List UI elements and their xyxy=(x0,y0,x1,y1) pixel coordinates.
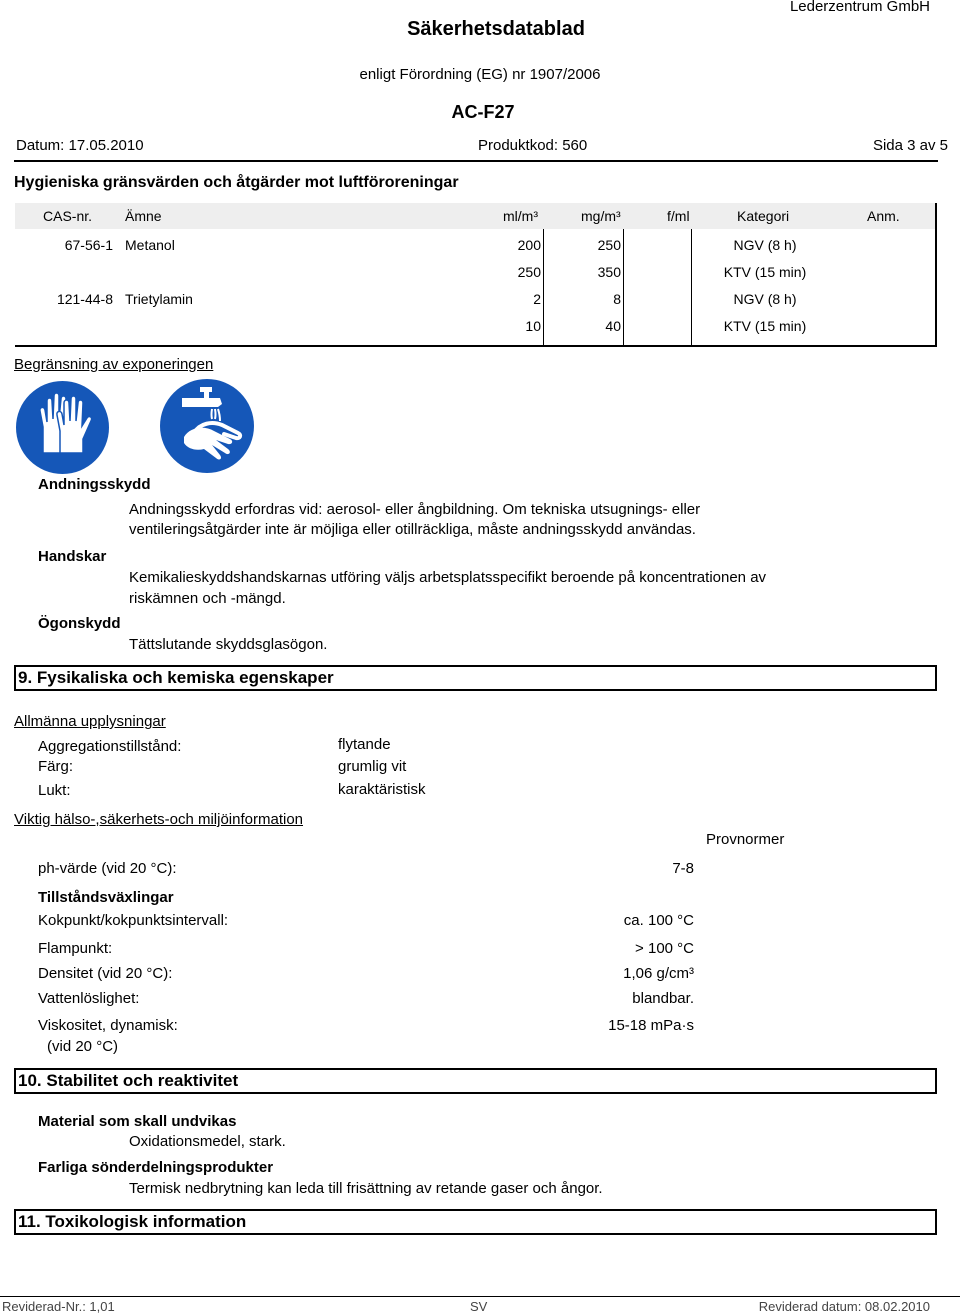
col-header-fml: f/ml xyxy=(667,208,690,224)
eye-protection-label: Ögonskydd xyxy=(38,615,121,632)
language-code: SV xyxy=(470,1299,488,1314)
decomposition-text: Termisk nedbrytning kan leda till frisättning av retande gaser och ångor. xyxy=(129,1180,603,1197)
gloves-text-line2: riskämnen och -mängd. xyxy=(129,590,286,607)
document-date: Datum: 17.05.2010 xyxy=(16,137,144,154)
cell-ml: 10 xyxy=(525,318,541,334)
avoid-materials-heading: Material som skall undvikas xyxy=(38,1113,237,1130)
state-label: Aggregationstillstånd: xyxy=(38,738,182,755)
cell-mg: 8 xyxy=(613,291,621,307)
respiratory-text-line2: ventileringsåtgärder inte är möjliga eller otillräckliga, måste andningsskydd användas. xyxy=(129,521,696,538)
density-label: Densitet (vid 20 °C): xyxy=(38,965,173,982)
col-header-cas: CAS-nr. xyxy=(43,208,93,224)
hand-washing-icon xyxy=(160,379,254,473)
decomposition-heading: Farliga sönderdelningsprodukter xyxy=(38,1159,274,1176)
solubility-value: blandbar. xyxy=(632,990,694,1007)
document-title: Säkerhetsdatablad xyxy=(407,18,585,40)
respiratory-text-line1: Andningsskydd erfordras vid: aerosol- eller ångbildning. Om tekniska utsugnings- eller xyxy=(129,501,701,518)
col-header-ml: ml/m³ xyxy=(503,208,538,224)
general-info-heading: Allmänna upplysningar xyxy=(14,713,166,730)
section-11-heading: 11. Toxikologisk information xyxy=(14,1209,937,1235)
revision-number: Reviderad-Nr.: 1,01 xyxy=(2,1299,115,1314)
cell-category: KTV (15 min) xyxy=(723,318,807,334)
solubility-label: Vattenlöslighet: xyxy=(38,990,140,1007)
test-norms-header: Provnormer xyxy=(706,831,785,848)
odor-label: Lukt: xyxy=(38,782,71,799)
color-value: grumlig vit xyxy=(338,758,407,775)
cell-ml: 200 xyxy=(517,237,541,253)
company-name: Lederzentrum GmbH xyxy=(789,0,930,15)
cell-cas: 121-44-8 xyxy=(56,291,113,307)
page-number: Sida 3 av 5 xyxy=(872,137,948,154)
eye-protection-text: Tättslutande skyddsglasögon. xyxy=(129,636,328,653)
ph-value: 7-8 xyxy=(672,860,694,877)
cell-mg: 350 xyxy=(597,264,621,280)
cell-mg: 40 xyxy=(605,318,621,334)
section-10-heading: 10. Stabilitet och reaktivitet xyxy=(14,1068,937,1094)
viscosity-label: Viskositet, dynamisk: xyxy=(38,1017,178,1034)
color-label: Färg: xyxy=(38,758,74,775)
cell-substance: Metanol xyxy=(125,237,175,253)
ph-label: ph-värde (vid 20 °C): xyxy=(38,860,177,877)
product-code: Produktkod: 560 xyxy=(478,137,588,154)
cell-mg: 250 xyxy=(597,237,621,253)
col-header-category: Kategori xyxy=(737,208,790,224)
gloves-text-line1: Kemikalieskyddshandskarnas utföring väljs arbetsplatsspecifikt beroende på koncentrationen av xyxy=(129,569,767,586)
product-name: AC-F27 xyxy=(451,102,515,122)
cell-category: NGV (8 h) xyxy=(733,291,797,307)
boiling-point-value: ca. 100 °C xyxy=(623,912,694,929)
col-header-substance: Ämne xyxy=(125,208,162,224)
transitions-heading: Tillståndsväxlingar xyxy=(38,889,174,906)
important-info-heading: Viktig hälso-,säkerhets-och miljöinformation xyxy=(14,811,304,828)
viscosity-value: 15-18 mPa·s xyxy=(608,1017,694,1034)
section-9-heading: 9. Fysikaliska och kemiska egenskaper xyxy=(14,665,937,691)
cell-category: NGV (8 h) xyxy=(733,237,797,253)
header-rule xyxy=(14,160,938,162)
gloves-icon xyxy=(16,381,109,474)
regulation-line: enligt Förordning (EG) nr 1907/2006 xyxy=(359,66,601,83)
exposure-heading: Begränsning av exponeringen xyxy=(14,356,214,373)
cell-category: KTV (15 min) xyxy=(723,264,807,280)
density-value: 1,06 g/cm³ xyxy=(623,965,694,982)
revision-date: Reviderad datum: 08.02.2010 xyxy=(758,1299,930,1314)
cell-substance: Trietylamin xyxy=(125,291,193,307)
avoid-materials-text: Oxidationsmedel, stark. xyxy=(129,1133,286,1150)
column-divider xyxy=(623,229,624,345)
flash-point-value: > 100 °C xyxy=(635,940,694,957)
col-header-mg: mg/m³ xyxy=(581,208,621,224)
cell-ml: 2 xyxy=(533,291,541,307)
boiling-point-label: Kokpunkt/kokpunktsintervall: xyxy=(38,912,229,929)
column-divider xyxy=(691,229,692,345)
footer-rule xyxy=(0,1296,960,1297)
odor-value: karaktäristisk xyxy=(338,781,426,798)
gloves-label: Handskar xyxy=(38,548,107,565)
respiratory-label: Andningsskydd xyxy=(38,476,151,493)
cell-ml: 250 xyxy=(517,264,541,280)
viscosity-condition: (vid 20 °C) xyxy=(47,1038,119,1055)
limits-table xyxy=(15,203,937,347)
limits-heading: Hygieniska gränsvärden och åtgärder mot luftföroreningar xyxy=(14,174,459,191)
col-header-remark: Anm. xyxy=(867,208,900,224)
flash-point-label: Flampunkt: xyxy=(38,940,113,957)
cell-cas: 67-56-1 xyxy=(64,237,113,253)
state-value: flytande xyxy=(338,736,391,753)
